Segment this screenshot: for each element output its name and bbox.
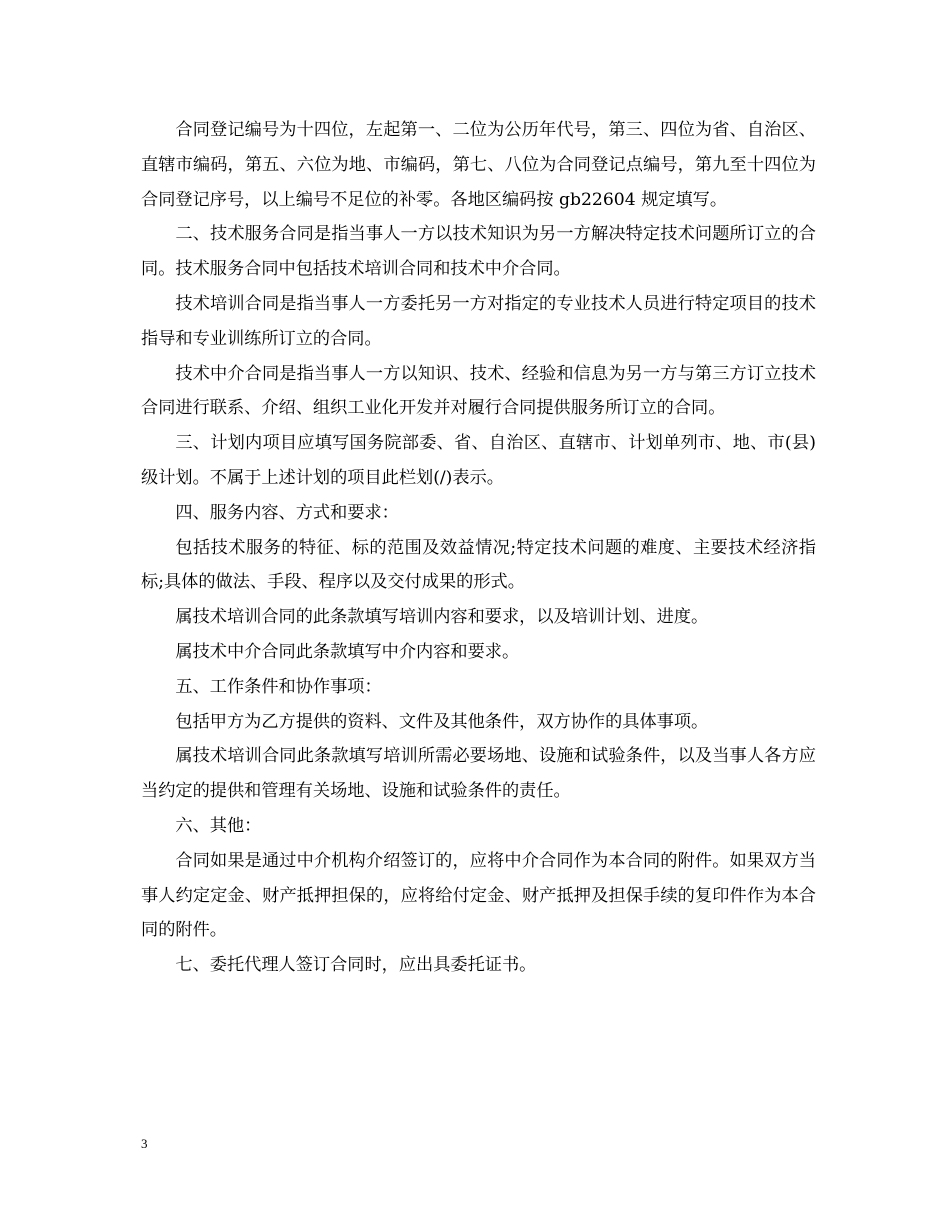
- paragraph-training-clause: 属技术培训合同的此条款填写培训内容和要求，以及培训计划、进度。: [175, 607, 709, 628]
- paragraph-technical-service-contract: 二、技术服务合同是指当事人一方以技术知识为另一方解决特定技术问题所订立的合同。技术服务合同中包括技术培训合同和技术中介合同。: [141, 224, 816, 280]
- paragraph-attachments: 合同如果是通过中介机构介绍签订的，应将中介合同作为本合同的附件。如果双方当事人约定定金、财产抵押担保的，应将给付定金、财产抵押及担保手续的复印件作为本合同的附件。: [141, 850, 816, 941]
- document-body: [141, 113, 816, 983]
- paragraph-intermediary-contract: 技术中介合同是指当事人一方以知识、技术、经验和信息为另一方与第三方订立技术合同进行联系、介绍、组织工业化开发并对履行合同提供服务所订立的合同。: [141, 363, 816, 419]
- paragraph-training-facilities: 属技术培训合同此条款填写培训所需必要场地、设施和试验条件，以及当事人各方应当约定的提供和管理有关场地、设施和试验条件的责任。: [141, 746, 816, 802]
- paragraph-authorized-agent: 七、委托代理人签订合同时，应出具委托证书。: [175, 955, 537, 976]
- paragraph-materials-provided: 包括甲方为乙方提供的资料、文件及其他条件，双方协作的具体事项。: [175, 711, 709, 732]
- paragraph-intermediary-clause: 属技术中介合同此条款填写中介内容和要求。: [175, 641, 520, 662]
- paragraph-service-features: 包括技术服务的特征、标的范围及效益情况;特定技术问题的难度、主要技术经济指标;具体的做法、手段、程序以及交付成果的形式。: [141, 537, 816, 593]
- heading-work-conditions: 五、工作条件和协作事项：: [175, 676, 382, 697]
- paragraph-planned-projects: 三、计划内项目应填写国务院部委、省、自治区、直辖市、计划单列市、地、市(县)级计划。不属于上述计划的项目此栏划(/)表示。: [141, 433, 816, 488]
- paragraph-registration-number: 合同登记编号为十四位，左起第一、二位为公历年代号，第三、四位为省、自治区、直辖市编码，第五、六位为地、市编码，第七、八位为合同登记点编号，第九至十四位为合同登记序号，以上编号不足位的补零。各地区编码按 gb22604 规定填写。: [141, 120, 816, 210]
- paragraph-training-contract: 技术培训合同是指当事人一方委托另一方对指定的专业技术人员进行特定项目的技术指导和专业训练所订立的合同。: [141, 293, 816, 349]
- heading-service-content: 四、服务内容、方式和要求：: [175, 502, 399, 523]
- page-number: 3: [141, 1136, 148, 1151]
- heading-other: 六、其他：: [175, 815, 262, 836]
